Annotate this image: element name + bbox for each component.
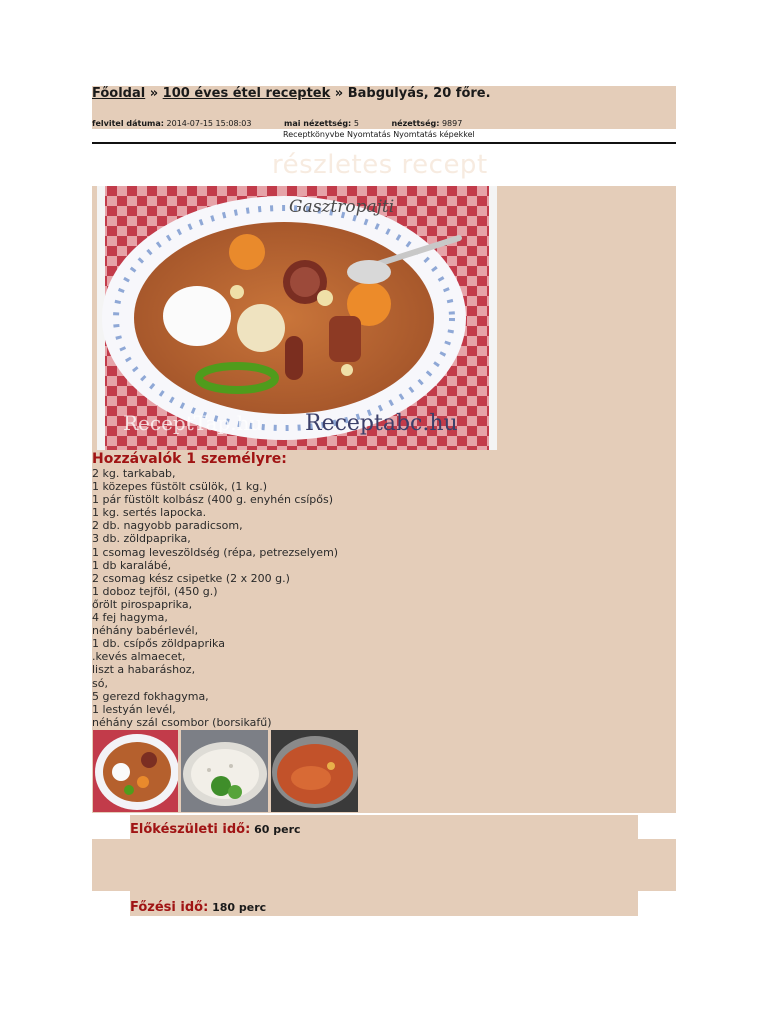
actions-row (283, 130, 475, 139)
breadcrumb-separator: » (330, 86, 348, 101)
breadcrumb-current: Babgulyás, 20 főre. (347, 86, 491, 101)
ingredient-item: 1 lestyán levél, (92, 702, 176, 716)
ingredient-item: 3 db. zöldpaprika, (92, 532, 191, 546)
ingredient-item: 4 fej hagyma, (92, 611, 168, 625)
ingredient-item: 1 db karalábé, (92, 558, 172, 572)
added-date-value: 2014-07-15 15:08:03 (166, 119, 252, 128)
breadcrumb-home-link[interactable]: Főoldal (92, 86, 146, 101)
cook-time-value: 180 perc (212, 901, 267, 914)
photo-watermark-left: ReceptTap.hu (123, 411, 263, 435)
cook-time (130, 900, 266, 915)
ingredient-item: 1 csomag leveszöldség (répa, petrezselyem) (92, 545, 339, 559)
ingredients-title: Hozzávalók 1 személyre: (92, 451, 287, 467)
ingredient-item: 2 db. nagyobb paradicsom, (92, 519, 243, 533)
ingredient-item: 1 db. csípős zöldpaprika (92, 637, 225, 651)
breadcrumb-separator: » (145, 86, 163, 101)
ingredient-item: liszt a habaráshoz, (92, 663, 196, 677)
today-views-value: 5 (353, 119, 359, 128)
ingredient-item: 1 közepes füstölt csülök, (1 kg.) (92, 480, 268, 494)
thumbnail-soup-image (93, 730, 178, 812)
thumbnail-2[interactable] (181, 730, 268, 812)
thumbnail-pasta-image (181, 730, 268, 812)
header-divider (92, 142, 676, 144)
section-heading: részletes recept (272, 150, 488, 180)
total-views-value: 9897 (441, 119, 463, 128)
total-views-label: nézettség: (391, 119, 440, 128)
ingredient-item: 1 kg. sertés lapocka. (92, 506, 207, 520)
thumbnail-1[interactable] (93, 730, 178, 812)
ingredient-item: 2 csomag kész csipetke (2 x 200 g.) (92, 571, 290, 585)
photo-watermark-top: Gasztropajti (289, 197, 395, 217)
photo-watermark-right: Receptabc.hu (305, 411, 458, 436)
print-with-images-link[interactable]: Nyomtatás képekkel (393, 130, 475, 139)
ingredient-item: őrölt pirospaprika, (92, 597, 193, 611)
print-link[interactable]: Nyomtatás (346, 130, 391, 139)
today-views-label: mai nézettség: (284, 119, 352, 128)
cook-time-label: Főzési idő: (130, 900, 209, 915)
breadcrumb (92, 86, 491, 101)
thumbnail-pot-image (271, 730, 358, 812)
ingredient-item: néhány babérlevél, (92, 624, 199, 638)
soup-bowl-image (97, 186, 497, 450)
ingredient-item: .kevés almaecet, (92, 650, 186, 664)
spacer-band (92, 839, 676, 891)
ingredient-item: 1 doboz tejföl, (450 g.) (92, 584, 218, 598)
recipe-photo[interactable] (97, 186, 497, 450)
ingredients-list (92, 467, 338, 729)
ingredient-item: 2 kg. tarkabab, (92, 467, 176, 480)
prep-time-value: 60 perc (254, 823, 301, 836)
added-date-label: felvitel dátuma: (92, 119, 164, 128)
prep-time-label: Előkészületi idő: (130, 822, 251, 837)
meta-row (92, 119, 462, 128)
prep-time (130, 822, 301, 837)
thumbnail-3[interactable] (271, 730, 358, 812)
ingredient-item: néhány szál csombor (borsikafű) (92, 715, 272, 729)
ingredient-item: só, (92, 676, 108, 690)
ingredient-item: 5 gerezd fokhagyma, (92, 689, 209, 703)
add-to-cookbook-link[interactable]: Receptkönyvbe (283, 130, 345, 139)
breadcrumb-category-link[interactable]: 100 éves étel receptek (162, 86, 331, 101)
ingredient-item: 1 pár füstölt kolbász (400 g. enyhén csípős) (92, 493, 333, 507)
